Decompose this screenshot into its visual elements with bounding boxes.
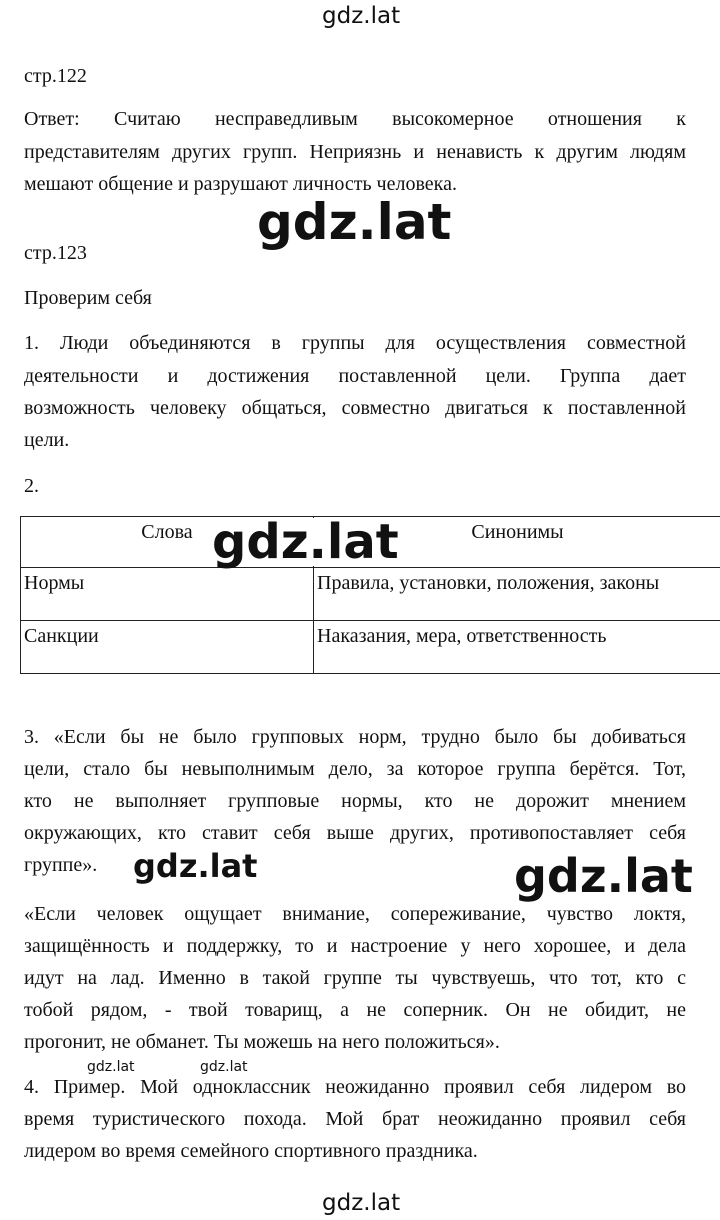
watermark-tiny-1: gdz.lat (87, 1059, 135, 1075)
q3-line-2: цели, стало бы невыполнимым дело, за которое группа берётся. Тот, (24, 758, 686, 780)
page-ref-123: стр.123 (24, 242, 87, 264)
table-cell-word: Санкции (21, 621, 314, 674)
table-header-synonyms: Синонимы (314, 517, 720, 568)
watermark-big-1: gdz.lat (253, 197, 455, 247)
q1-line-1: 1. Люди объединяются в группы для осуществления совместной (24, 332, 686, 354)
q3b-line-5: прогонит, не обманет. Ты можешь на него положиться». (24, 1031, 500, 1053)
table-header-words: Слова (21, 517, 314, 568)
q3-line-4: окружающих, кто ставит себя выше других, противопоставляет себя (24, 822, 686, 844)
answer-line-1: Ответ: Считаю несправедливым высокомерное отношения к (24, 108, 686, 130)
q3b-line-2: защищённость и поддержку, то и настроение у него хорошее, и дела (24, 935, 686, 957)
section-title: Проверим себя (24, 287, 152, 309)
q3-line-5: группе». (24, 854, 98, 876)
q1-line-2: деятельности и достижения поставленной цели. Группа дает (24, 365, 686, 387)
table-cell-word: Нормы (21, 568, 314, 621)
watermark-big-3: gdz.lat (510, 853, 697, 899)
watermark-top: gdz.lat (322, 3, 401, 29)
q4-line-3: лидером во время семейного спортивного праздника. (24, 1140, 478, 1162)
watermark-mid: gdz.lat (130, 850, 260, 882)
watermark-big-2: gdz.lat (208, 518, 403, 566)
q3b-line-1: «Если человек ощущает внимание, сопереживание, чувство локтя, (24, 903, 686, 925)
answer-line-2: представителям других групп. Неприязнь и ненависть к другим людям (24, 141, 686, 163)
watermark-bottom: gdz.lat (322, 1190, 401, 1216)
page-ref-122: стр.122 (24, 65, 87, 87)
q1-line-4: цели. (24, 429, 70, 451)
q4-line-2: время туристического похода. Мой брат неожиданно проявил себя (24, 1108, 686, 1130)
q3-line-3: кто не выполняет групповые нормы, кто не дорожит мнением (24, 790, 686, 812)
q4-line-1: 4. Пример. Мой одноклассник неожиданно проявил себя лидером во (24, 1076, 686, 1098)
watermark-tiny-2: gdz.lat (200, 1059, 248, 1075)
q2-label: 2. (24, 475, 39, 497)
q1-line-3: возможность человеку общаться, совместно двигаться к поставленной (24, 397, 686, 419)
table-cell-synonyms: Наказания, мера, ответственность (314, 621, 720, 674)
q3b-line-4: тобой рядом, - твой товарищ, а не соперник. Он не обидит, не (24, 999, 686, 1021)
q3-line-1: 3. «Если бы не было групповых норм, трудно было бы добиваться (24, 726, 686, 748)
table-row (21, 621, 720, 674)
table-cell-synonyms: Правила, установки, положения, законы (314, 568, 720, 621)
q3b-line-3: идут на лад. Именно в такой группе ты чувствуешь, что тот, кто с (24, 967, 686, 989)
table-row (21, 568, 720, 621)
answer-line-3: мешают общение и разрушают личность человека. (24, 173, 457, 195)
